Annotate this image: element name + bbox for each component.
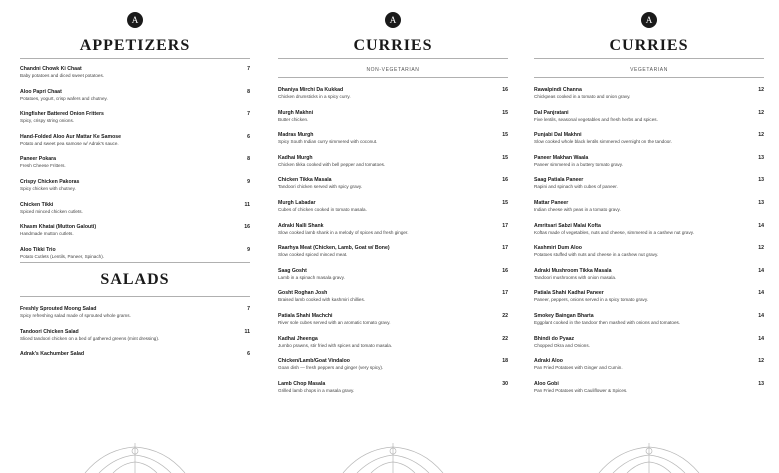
menu-page-curries-vegetarian: [526, 0, 772, 473]
item-name: Adraki Mushroom Tikka Masala: [534, 267, 612, 274]
section-title-curries: CURRIES: [609, 37, 689, 54]
item-description: Spicy, crispy string onions.: [20, 118, 75, 124]
item-price: 9: [247, 246, 250, 253]
item-price: 16: [502, 87, 508, 93]
item-description: Rapini and spinach with cubes of paneer.: [534, 184, 618, 190]
item-price: 6: [247, 351, 250, 358]
item-name: Freshly Sprouted Moong Salad: [20, 306, 97, 312]
item-price: 13: [758, 177, 764, 184]
menu-item: [534, 177, 764, 200]
menu-item: [534, 358, 764, 381]
item-description: Spicy refreshing salad made of sprouted whole grams.: [20, 313, 131, 318]
menu-item: [278, 200, 508, 223]
item-name: Dal Panjratani: [534, 109, 569, 116]
menu-item: [278, 381, 508, 404]
menu-item: [278, 290, 508, 313]
item-description: Slow cooked lamb shank in a melody of spices and fresh ginger.: [278, 229, 409, 235]
menu-item: [534, 87, 764, 110]
item-description: Potatoes, yogurt, crisp wafers and chutney.: [20, 95, 108, 101]
item-name: Aloo Tikki Trio: [20, 246, 56, 253]
item-description: Spicy South Indian curry simmered with coconut.: [278, 139, 378, 145]
menu-item: [278, 132, 508, 155]
item-price: 22: [502, 335, 508, 342]
menu-item: [20, 351, 250, 374]
menu-item: [20, 306, 250, 329]
menu-page-curries-non-vegetarian: [270, 0, 516, 473]
item-description: Paneer, peppers, onions served in a spicy tomato gravy.: [534, 297, 649, 303]
item-description: Handmade mutton cutlets.: [20, 231, 74, 237]
decorative-ornament: [75, 441, 195, 473]
appetizers-list: [20, 66, 250, 269]
section-divider: [20, 58, 250, 59]
menu-item: [534, 132, 764, 155]
item-price: 13: [758, 380, 764, 387]
item-price: 30: [502, 380, 508, 387]
item-price: 13: [758, 154, 764, 161]
item-name: Paneer Makhan Waala: [534, 154, 589, 161]
item-price: 15: [502, 132, 508, 139]
item-price: 16: [502, 267, 508, 274]
item-description: Chicken drumsticks in a spicy curry.: [278, 94, 351, 99]
section-divider: [534, 58, 764, 59]
item-price: 15: [502, 199, 508, 206]
item-name: Madras Murgh: [278, 132, 314, 139]
item-price: 9: [247, 178, 250, 185]
menu-item: [534, 381, 764, 404]
item-description: Spiced minced chicken cutlets.: [20, 208, 83, 214]
item-name: Khasm Khatai (Mutton Galouti): [20, 224, 97, 231]
menu-item: [278, 177, 508, 200]
item-price: 12: [758, 245, 764, 252]
menu-item: [534, 290, 764, 313]
item-price: 14: [758, 312, 764, 319]
non-vegetarian-curries-list: [278, 87, 508, 403]
menu-item: [534, 155, 764, 178]
menu-item: [20, 66, 250, 89]
item-description: Butter chicken.: [278, 116, 309, 122]
item-description: Chickpeas cooked in a tomato and onion gravy.: [534, 94, 631, 99]
menu-item: [20, 329, 250, 352]
item-price: 16: [244, 224, 250, 231]
item-price: 22: [502, 312, 508, 319]
item-name: Patiala Shahi Kadhai Paneer: [534, 290, 604, 297]
item-price: 12: [758, 358, 764, 365]
item-name: Gosht Roghan Josh: [278, 290, 328, 297]
item-name: Kashmiri Dum Aloo: [534, 245, 582, 252]
item-description: Pan Fried Potatoes with Ginger and Cumin.: [534, 365, 623, 371]
item-name: Tandoori Chicken Salad: [20, 328, 79, 335]
section-divider: [278, 77, 508, 78]
item-description: Tandoori mushrooms with onion masala.: [534, 274, 617, 280]
item-price: 8: [247, 156, 250, 163]
item-name: Patiala Shahi Machchi: [278, 312, 333, 319]
item-description: Sliced tandoori chicken on a bed of gathered greens (mint dressing).: [20, 335, 160, 341]
item-price: 12: [758, 132, 764, 139]
menu-item: [20, 202, 250, 225]
section-title-salads: SALADS: [100, 271, 170, 288]
menu-item: [534, 110, 764, 133]
item-price: 15: [502, 109, 508, 116]
item-price: 14: [758, 290, 764, 297]
item-description: Koftas made of vegetables, nuts and cheese, simmered in a cashew nut gravy.: [534, 229, 695, 235]
item-name: Chandni Chowk Ki Chaat: [20, 66, 82, 72]
item-name: Amritsari Sabzi Malai Kofta: [534, 222, 601, 229]
menu-item: [278, 155, 508, 178]
item-name: Saag Gosht: [278, 267, 307, 274]
item-description: Slow cooked spiced minced meat.: [278, 252, 348, 258]
item-name: Mattar Paneer: [534, 199, 569, 206]
item-price: 17: [502, 245, 508, 252]
menu-item: [20, 179, 250, 202]
item-description: Grilled lamb chops in a masala gravy.: [278, 387, 355, 393]
item-name: Adrak's Kachumber Salad: [20, 351, 85, 358]
menu-page-appetizers: [12, 0, 258, 473]
item-price: 18: [502, 358, 508, 365]
item-name: Adraki Aloo: [534, 358, 563, 365]
item-price: 7: [247, 111, 250, 118]
menu-item: [20, 111, 250, 134]
item-price: 7: [247, 306, 250, 312]
item-name: Chicken Tikka Masala: [278, 177, 332, 184]
item-name: Rawalpindi Channa: [534, 87, 582, 93]
item-name: Kingfisher Battered Onion Fritters: [20, 111, 104, 118]
item-name: Dhaniya Mirchi Da Kukkad: [278, 87, 344, 93]
item-description: Potato and sweet pea samose w/ Adrak's sauce.: [20, 140, 119, 146]
menu-item: [278, 87, 508, 110]
item-description: Baby potatoes and diced sweet potatoes.: [20, 73, 105, 78]
item-price: 14: [758, 267, 764, 274]
item-price: 12: [758, 109, 764, 116]
item-name: Aloo Gobi: [534, 380, 559, 387]
menu-item: [534, 313, 764, 336]
restaurant-logo: A: [641, 12, 657, 28]
section-title-appetizers: APPETIZERS: [79, 37, 191, 54]
item-price: 11: [244, 201, 250, 208]
menu-item: [534, 268, 764, 291]
menu-item: [278, 268, 508, 291]
restaurant-logo: A: [385, 12, 401, 28]
section-subtitle: NON-VEGETARIAN: [366, 67, 420, 73]
item-name: Raarhya Meat (Chicken, Lamb, Goat w/ Bone): [278, 245, 390, 252]
item-price: 14: [758, 335, 764, 342]
item-description: Indian cheese with peas in a tomato gravy.: [534, 206, 621, 212]
item-price: 17: [502, 222, 508, 229]
item-name: Murgh Makhni: [278, 109, 314, 116]
section-divider: [278, 58, 508, 59]
item-price: 8: [247, 88, 250, 95]
item-description: Eggplant cooked in the tandoor then mashed with onions and tomatoes.: [534, 319, 681, 325]
menu-item: [278, 223, 508, 246]
item-description: Chicken tikka cooked with bell pepper and tomatoes.: [278, 161, 386, 167]
item-name: Punjabi Dal Makhni: [534, 132, 582, 139]
restaurant-logo: A: [127, 12, 143, 28]
item-name: Murgh Labadar: [278, 199, 316, 206]
decorative-ornament: [589, 441, 709, 473]
decorative-ornament: [333, 441, 453, 473]
item-description: River sole cubes served with an aromatic tomato gravy.: [278, 319, 391, 325]
item-description: Braised lamb cooked with kashmiri chillies.: [278, 297, 366, 303]
item-name: Smokey Baingan Bharta: [534, 312, 594, 319]
item-price: 15: [502, 154, 508, 161]
section-subtitle: VEGETARIAN: [630, 67, 668, 73]
menu-item: [534, 336, 764, 359]
item-name: Chicken Tikki: [20, 201, 54, 208]
item-description: Spicy chicken with chutney.: [20, 185, 76, 191]
item-price: 16: [502, 177, 508, 184]
menu-item: [20, 224, 250, 247]
vegetarian-curries-list: [534, 87, 764, 403]
item-name: Lamb Chop Masala: [278, 380, 326, 387]
menu-item: [20, 156, 250, 179]
item-name: Paneer Pokara: [20, 156, 57, 163]
item-name: Chicken/Lamb/Goat Vindaloo: [278, 358, 350, 365]
item-name: Kadhai Jheenga: [278, 335, 318, 342]
item-price: 6: [247, 133, 250, 140]
menu-item: [534, 245, 764, 268]
item-description: Tandoori chicken served with spicy gravy.: [278, 184, 363, 190]
menu-item: [278, 245, 508, 268]
item-name: Adraki Nalli Shank: [278, 222, 324, 229]
section-divider: [20, 296, 250, 297]
menu-item: [534, 223, 764, 246]
item-description: Cubes of chicken cooked in tomato masala.: [278, 206, 367, 212]
section-title-curries: CURRIES: [353, 37, 433, 54]
item-description: Potato Cutlets (Lentils, Paneer, Spinach).: [20, 253, 105, 259]
menu-item: [20, 89, 250, 112]
item-description: Pan Fried Potatoes with Cauliflower & Spices.: [534, 387, 628, 393]
item-description: Jumbo prawns, stir fried with spices and tomato masala.: [278, 342, 393, 348]
item-description: Potatoes stuffed with nuts and cheese in a cashew nut gravy.: [534, 252, 659, 258]
item-name: Crispy Chicken Pakoras: [20, 178, 80, 185]
item-price: 14: [758, 222, 764, 229]
item-description: Chopped Okra and Onions.: [534, 342, 590, 348]
item-price: 7: [247, 66, 250, 72]
item-name: Kadhai Murgh: [278, 154, 313, 161]
item-price: 13: [758, 199, 764, 206]
item-name: Aloo Papri Chaat: [20, 88, 62, 95]
menu-item: [278, 110, 508, 133]
menu-item: [20, 134, 250, 157]
menu-item: [20, 247, 250, 270]
item-description: Goan dish — fresh peppers and ginger (very spicy).: [278, 365, 384, 371]
item-description: Slow cooked whole black lentils simmered overnight on the tandoor.: [534, 139, 672, 145]
item-description: Fresh Cheese Fritters.: [20, 163, 66, 169]
item-description: Paneer simmered in a buttery tomato gravy.: [534, 161, 624, 167]
section-divider: [534, 77, 764, 78]
item-price: 17: [502, 290, 508, 297]
section-divider: [20, 262, 250, 263]
menu-item: [278, 358, 508, 381]
menu-item: [534, 200, 764, 223]
item-price: 11: [244, 328, 250, 335]
menu-item: [278, 336, 508, 359]
salads-list: [20, 306, 250, 374]
item-description: Five lentils, seasonal vegetables and fresh herbs and spices.: [534, 116, 658, 122]
item-name: Bhindi do Pyaaz: [534, 335, 575, 342]
menu-item: [278, 313, 508, 336]
item-description: Lamb in a spinach masala gravy.: [278, 274, 345, 280]
item-name: Hand-Folded Aloo Aur Mattar Ke Samose: [20, 133, 122, 140]
item-price: 12: [758, 87, 764, 93]
item-name: Saag Patiala Paneer: [534, 177, 584, 184]
